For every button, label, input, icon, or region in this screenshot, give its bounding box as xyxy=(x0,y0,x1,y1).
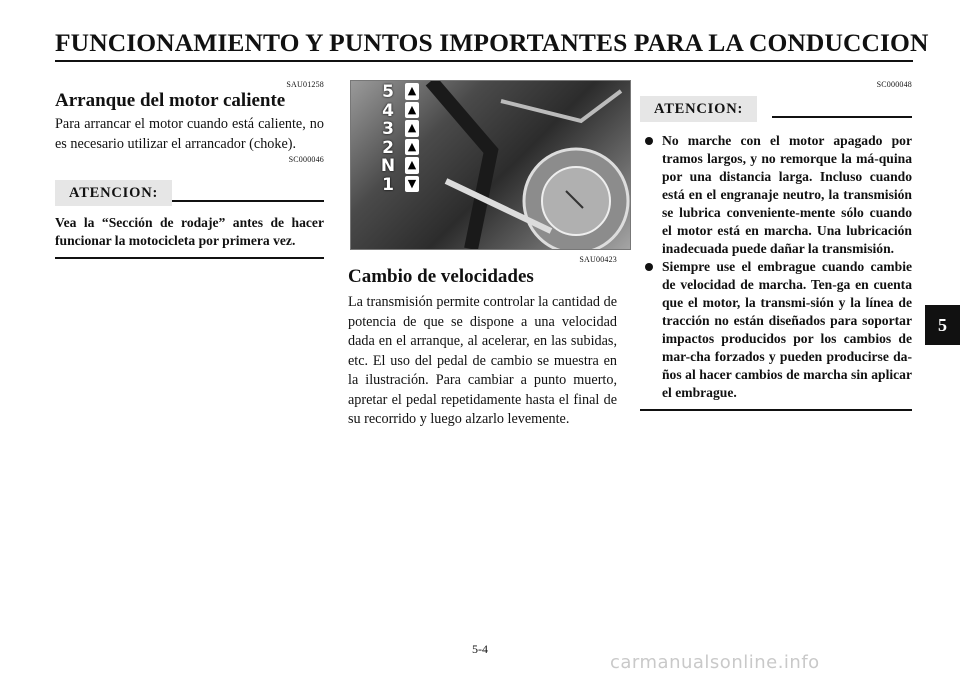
page-number: 5-4 xyxy=(472,642,488,656)
gear-label: 4 xyxy=(382,100,394,121)
caution-list xyxy=(640,132,912,402)
caution-text: Vea la “Sección de rodaje” antes de hacer funcionar la motocicleta por primera vez. xyxy=(55,215,324,248)
left-column xyxy=(55,80,324,259)
caution-label: ATENCION: xyxy=(55,180,172,206)
bullet-text: Siempre use el embrague cuando cambie de velocidad de marcha. Ten-ga en cuenta que el motor, la transmi-sión y la línea de tracción no están diseñados para soportar impactos producidos por los cambios de mar-cha forzados y pueden producirse da-ños al hacer cambios de marcha sin aplicar el embrague. xyxy=(662,259,912,400)
caution-code: SC000046 xyxy=(288,155,324,164)
bullet-text: No marche con el motor apagado por tramos largos, y no remorque la má-quina por una distancia larga. Incluso cuando está en el engranaje neutro, la transmisión se lubrica conveniente-mente sólo cuando el motor está en marcha. Una lubricación inadecuada puede dañar la transmisión. xyxy=(662,133,912,256)
arrow-up-icon: ▲ xyxy=(405,139,419,156)
caution-header xyxy=(55,180,324,208)
gear-label: 2 xyxy=(382,137,394,158)
section-heading: Cambio de velocidades xyxy=(348,266,534,287)
caution-rule xyxy=(172,200,324,202)
section-paragraph: Para arrancar el motor cuando está caliente, no es necesario utilizar el arrancador (choke). xyxy=(55,116,324,152)
caution-end-rule xyxy=(640,409,912,411)
arrow-up-icon: ▲ xyxy=(405,157,419,174)
arrow-up-icon: ▲ xyxy=(405,83,419,100)
right-column xyxy=(640,80,912,411)
gear-label: 5 xyxy=(382,82,394,102)
caution-header xyxy=(640,96,912,124)
gear-numbers xyxy=(379,83,397,194)
list-item xyxy=(640,132,912,258)
header-rule xyxy=(55,60,913,62)
gear-label: N xyxy=(380,156,396,176)
section-code: SAU00423 xyxy=(579,255,617,264)
middle-column xyxy=(348,255,617,430)
caution-rule xyxy=(772,116,912,118)
gear-label: 1 xyxy=(382,174,394,195)
arrow-up-icon: ▲ xyxy=(405,120,419,137)
caution-label: ATENCION: xyxy=(640,96,757,122)
caution-end-rule xyxy=(55,257,324,259)
list-item xyxy=(640,258,912,402)
section-code: SAU01258 xyxy=(286,80,324,89)
chapter-tab: 5 xyxy=(925,305,960,345)
caution-code: SC000048 xyxy=(876,80,912,89)
watermark: carmanualsonline.info xyxy=(610,652,820,673)
gear-label: 3 xyxy=(382,119,394,139)
arrow-down-icon: ▼ xyxy=(405,176,419,193)
bullet-icon xyxy=(645,263,653,271)
section-paragraph: La transmisión permite controlar la cantidad de potencia de que se dispone a una velocidad dada en el arranque, al acelerar, en las subidas, etc. El uso del pedal de cambio se muestra en la ilustración. Para cambiar a punto muerto, apretar el pedal repetidamente hasta el final de su recorrido y luego alzarlo levemente. xyxy=(348,294,617,427)
page-header-title: FUNCIONAMIENTO Y PUNTOS IMPORTANTES PARA LA CONDUCCION xyxy=(55,28,929,57)
shift-arrows xyxy=(405,83,419,194)
bullet-icon xyxy=(645,137,653,145)
arrow-up-icon: ▲ xyxy=(405,102,419,119)
section-heading: Arranque del motor caliente xyxy=(55,90,286,111)
gearshift-photo xyxy=(350,80,631,250)
